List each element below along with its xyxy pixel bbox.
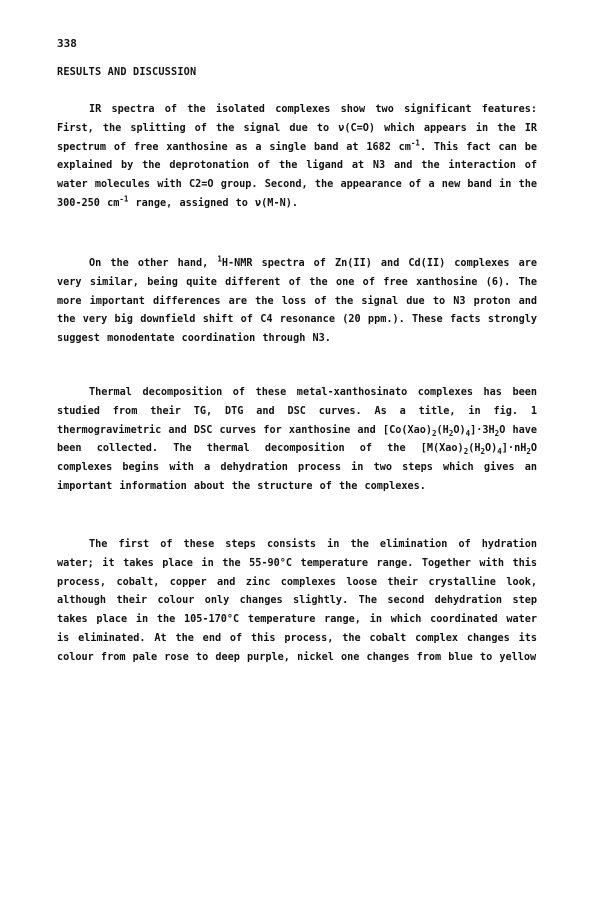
subscript: 2: [480, 447, 485, 457]
subscript: 4: [465, 428, 471, 438]
text-span: range, assigned to ν(M-N).: [128, 197, 298, 209]
text-span: O): [453, 424, 466, 436]
text-span: ]·nH: [501, 443, 527, 455]
text-span: On the other hand,: [89, 258, 218, 269]
text-span: ]·3H: [470, 424, 495, 436]
subscript: 2: [463, 447, 469, 457]
superscript: -1: [410, 138, 420, 148]
text-span: IR spectra of the isolated complexes show two significant features: First, the splitting of the signal due to ν(C=O) which appears in the IR spectrum of free xanthosine as a single band at 1682 cm: [57, 104, 537, 153]
text-span: O have been collected. The thermal decomposition of the [M(Xao): [57, 424, 537, 455]
superscript: -1: [119, 194, 129, 204]
paragraph-ir-spectra: [57, 101, 537, 214]
text-span: (H: [436, 424, 449, 436]
paragraph-nmr-spectra: [57, 255, 537, 349]
text-span: . This fact can be explained by the deprotonation of the ligand at N3 and the interaction of water molecules with C2=O group. Second, the appearance of a new band in the 300-250 cm: [57, 141, 537, 209]
subscript: 2: [494, 428, 500, 438]
page-number: 338: [57, 37, 77, 50]
paragraph-thermal-decomposition: [57, 384, 537, 497]
subscript: 4: [497, 447, 502, 457]
subscript: 2: [448, 428, 454, 438]
text-span: O complexes begins with a dehydration process in two steps which gives an important information about the structure of the complexes.: [57, 443, 537, 492]
subscript: 2: [432, 428, 437, 438]
subscript: 2: [526, 447, 531, 457]
text-span: Thermal decomposition of these metal-xanthosinato complexes has been studied from their TG, DTG and DSC curves. As a title, in fig. 1 thermogravimetric and DSC curves for xanthosine and [Co(Xao): [57, 387, 537, 436]
text-span: (H: [468, 443, 481, 455]
text-span: O): [485, 443, 498, 455]
superscript: 1: [217, 254, 222, 264]
text-span: H-NMR spectra of Zn(II) and Cd(II) complexes are very similar, being quite different of the one of free xanthosine (6). The more important differences are the loss of the signal due to N3 proton and the very big downfield shift of C4 resonance (20 ppm.). These facts strongly suggest monodentate coordination through N3.: [57, 258, 537, 345]
text-span: The first of these steps consists in the elimination of hydration water; it takes place in the 55-90°C temperature range. Together with this process, cobalt, copper and zinc complexes loose their crystalline look, although their colour only changes slightly. The second dehydration step takes place in the 105-170°C temperature range, in which coordinated water is eliminated. At the end of this process, the cobalt complex changes its colour from pale rose to deep purple, nickel one changes from blue to yellow: [57, 539, 537, 663]
section-heading: RESULTS AND DISCUSSION: [57, 67, 197, 78]
paragraph-dehydration-steps: [57, 536, 537, 668]
